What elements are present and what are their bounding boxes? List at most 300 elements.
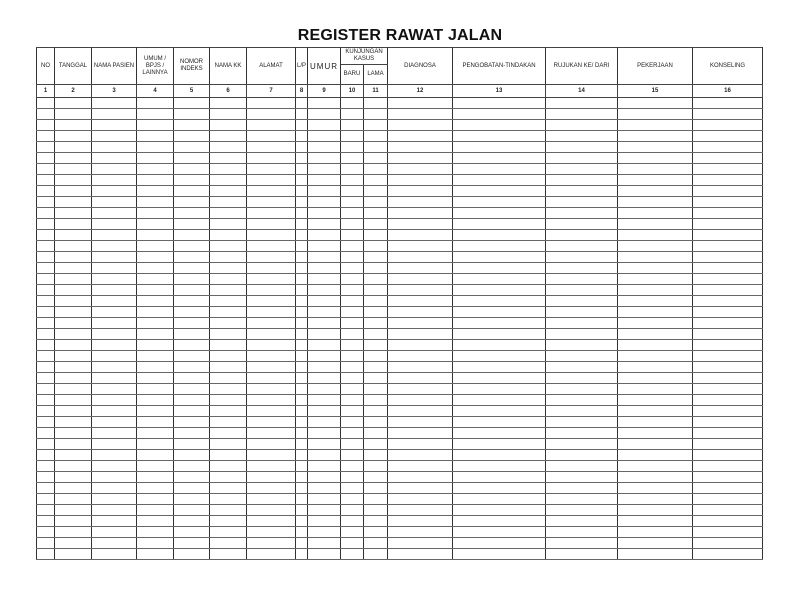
table-cell[interactable] bbox=[341, 483, 364, 494]
table-cell[interactable] bbox=[388, 373, 453, 384]
table-cell[interactable] bbox=[388, 219, 453, 230]
table-cell[interactable] bbox=[174, 186, 210, 197]
table-cell[interactable] bbox=[296, 142, 308, 153]
table-cell[interactable] bbox=[453, 417, 546, 428]
table-cell[interactable] bbox=[693, 450, 763, 461]
table-cell[interactable] bbox=[364, 186, 388, 197]
table-cell[interactable] bbox=[55, 230, 92, 241]
table-cell[interactable] bbox=[174, 373, 210, 384]
table-cell[interactable] bbox=[92, 461, 137, 472]
table-cell[interactable] bbox=[210, 417, 247, 428]
table-cell[interactable] bbox=[341, 230, 364, 241]
table-cell[interactable] bbox=[37, 120, 55, 131]
table-cell[interactable] bbox=[92, 230, 137, 241]
table-cell[interactable] bbox=[388, 263, 453, 274]
table-cell[interactable] bbox=[247, 153, 296, 164]
table-cell[interactable] bbox=[92, 296, 137, 307]
table-cell[interactable] bbox=[364, 230, 388, 241]
table-cell[interactable] bbox=[388, 362, 453, 373]
table-cell[interactable] bbox=[546, 362, 618, 373]
table-cell[interactable] bbox=[247, 318, 296, 329]
table-cell[interactable] bbox=[247, 549, 296, 560]
table-cell[interactable] bbox=[137, 318, 174, 329]
table-cell[interactable] bbox=[364, 472, 388, 483]
table-cell[interactable] bbox=[388, 494, 453, 505]
table-cell[interactable] bbox=[55, 549, 92, 560]
table-cell[interactable] bbox=[210, 439, 247, 450]
table-cell[interactable] bbox=[308, 142, 341, 153]
table-cell[interactable] bbox=[55, 538, 92, 549]
table-cell[interactable] bbox=[92, 252, 137, 263]
table-cell[interactable] bbox=[37, 230, 55, 241]
table-cell[interactable] bbox=[210, 384, 247, 395]
table-cell[interactable] bbox=[92, 186, 137, 197]
table-cell[interactable] bbox=[308, 494, 341, 505]
table-cell[interactable] bbox=[364, 417, 388, 428]
table-cell[interactable] bbox=[546, 219, 618, 230]
table-cell[interactable] bbox=[388, 472, 453, 483]
table-cell[interactable] bbox=[364, 197, 388, 208]
table-cell[interactable] bbox=[174, 417, 210, 428]
table-cell[interactable] bbox=[546, 153, 618, 164]
table-cell[interactable] bbox=[341, 219, 364, 230]
table-cell[interactable] bbox=[546, 197, 618, 208]
table-cell[interactable] bbox=[92, 120, 137, 131]
table-cell[interactable] bbox=[137, 549, 174, 560]
table-cell[interactable] bbox=[137, 307, 174, 318]
table-cell[interactable] bbox=[137, 197, 174, 208]
table-cell[interactable] bbox=[693, 175, 763, 186]
table-cell[interactable] bbox=[55, 153, 92, 164]
table-cell[interactable] bbox=[137, 417, 174, 428]
table-cell[interactable] bbox=[388, 142, 453, 153]
table-cell[interactable] bbox=[137, 384, 174, 395]
table-cell[interactable] bbox=[247, 494, 296, 505]
table-cell[interactable] bbox=[693, 527, 763, 538]
table-cell[interactable] bbox=[308, 263, 341, 274]
table-cell[interactable] bbox=[296, 263, 308, 274]
table-cell[interactable] bbox=[174, 494, 210, 505]
table-cell[interactable] bbox=[364, 395, 388, 406]
table-cell[interactable] bbox=[210, 274, 247, 285]
table-cell[interactable] bbox=[693, 329, 763, 340]
table-cell[interactable] bbox=[341, 439, 364, 450]
table-cell[interactable] bbox=[137, 373, 174, 384]
table-cell[interactable] bbox=[296, 109, 308, 120]
table-cell[interactable] bbox=[364, 98, 388, 109]
table-cell[interactable] bbox=[296, 252, 308, 263]
table-cell[interactable] bbox=[247, 417, 296, 428]
table-cell[interactable] bbox=[364, 241, 388, 252]
table-cell[interactable] bbox=[364, 109, 388, 120]
table-cell[interactable] bbox=[341, 142, 364, 153]
table-cell[interactable] bbox=[92, 549, 137, 560]
table-cell[interactable] bbox=[388, 450, 453, 461]
table-cell[interactable] bbox=[296, 340, 308, 351]
table-cell[interactable] bbox=[210, 241, 247, 252]
table-cell[interactable] bbox=[247, 395, 296, 406]
table-cell[interactable] bbox=[55, 483, 92, 494]
table-cell[interactable] bbox=[341, 329, 364, 340]
table-cell[interactable] bbox=[174, 516, 210, 527]
table-cell[interactable] bbox=[92, 362, 137, 373]
table-cell[interactable] bbox=[388, 428, 453, 439]
table-cell[interactable] bbox=[137, 505, 174, 516]
table-cell[interactable] bbox=[546, 340, 618, 351]
table-cell[interactable] bbox=[296, 373, 308, 384]
table-cell[interactable] bbox=[137, 439, 174, 450]
table-cell[interactable] bbox=[92, 439, 137, 450]
table-cell[interactable] bbox=[453, 197, 546, 208]
table-cell[interactable] bbox=[618, 230, 693, 241]
table-cell[interactable] bbox=[55, 241, 92, 252]
table-cell[interactable] bbox=[296, 131, 308, 142]
table-cell[interactable] bbox=[247, 373, 296, 384]
table-cell[interactable] bbox=[364, 505, 388, 516]
table-cell[interactable] bbox=[296, 549, 308, 560]
table-cell[interactable] bbox=[453, 494, 546, 505]
table-cell[interactable] bbox=[174, 208, 210, 219]
table-cell[interactable] bbox=[308, 417, 341, 428]
table-cell[interactable] bbox=[55, 296, 92, 307]
table-cell[interactable] bbox=[55, 109, 92, 120]
table-cell[interactable] bbox=[37, 340, 55, 351]
table-cell[interactable] bbox=[296, 428, 308, 439]
table-cell[interactable] bbox=[296, 197, 308, 208]
table-cell[interactable] bbox=[296, 527, 308, 538]
table-cell[interactable] bbox=[453, 296, 546, 307]
table-cell[interactable] bbox=[92, 329, 137, 340]
table-cell[interactable] bbox=[37, 362, 55, 373]
table-cell[interactable] bbox=[92, 527, 137, 538]
table-cell[interactable] bbox=[453, 461, 546, 472]
table-cell[interactable] bbox=[210, 230, 247, 241]
table-cell[interactable] bbox=[247, 186, 296, 197]
table-cell[interactable] bbox=[296, 120, 308, 131]
table-cell[interactable] bbox=[341, 373, 364, 384]
table-cell[interactable] bbox=[92, 109, 137, 120]
table-cell[interactable] bbox=[37, 527, 55, 538]
table-cell[interactable] bbox=[247, 505, 296, 516]
table-cell[interactable] bbox=[618, 307, 693, 318]
table-cell[interactable] bbox=[388, 164, 453, 175]
table-cell[interactable] bbox=[55, 98, 92, 109]
table-cell[interactable] bbox=[546, 450, 618, 461]
table-cell[interactable] bbox=[308, 373, 341, 384]
table-cell[interactable] bbox=[546, 131, 618, 142]
table-cell[interactable] bbox=[210, 142, 247, 153]
table-cell[interactable] bbox=[453, 307, 546, 318]
table-cell[interactable] bbox=[693, 208, 763, 219]
table-cell[interactable] bbox=[364, 120, 388, 131]
table-cell[interactable] bbox=[364, 274, 388, 285]
table-cell[interactable] bbox=[37, 494, 55, 505]
table-cell[interactable] bbox=[55, 307, 92, 318]
table-cell[interactable] bbox=[453, 505, 546, 516]
table-cell[interactable] bbox=[210, 197, 247, 208]
table-cell[interactable] bbox=[341, 472, 364, 483]
table-cell[interactable] bbox=[693, 483, 763, 494]
table-cell[interactable] bbox=[341, 417, 364, 428]
table-cell[interactable] bbox=[693, 241, 763, 252]
table-cell[interactable] bbox=[247, 252, 296, 263]
table-cell[interactable] bbox=[174, 318, 210, 329]
table-cell[interactable] bbox=[37, 329, 55, 340]
table-cell[interactable] bbox=[37, 307, 55, 318]
table-cell[interactable] bbox=[618, 406, 693, 417]
table-cell[interactable] bbox=[137, 516, 174, 527]
table-cell[interactable] bbox=[308, 351, 341, 362]
table-cell[interactable] bbox=[308, 395, 341, 406]
table-cell[interactable] bbox=[247, 384, 296, 395]
table-cell[interactable] bbox=[388, 483, 453, 494]
table-cell[interactable] bbox=[308, 274, 341, 285]
table-cell[interactable] bbox=[247, 362, 296, 373]
table-cell[interactable] bbox=[92, 373, 137, 384]
table-cell[interactable] bbox=[453, 340, 546, 351]
table-cell[interactable] bbox=[37, 285, 55, 296]
table-cell[interactable] bbox=[210, 428, 247, 439]
table-cell[interactable] bbox=[546, 351, 618, 362]
table-cell[interactable] bbox=[388, 230, 453, 241]
table-cell[interactable] bbox=[341, 164, 364, 175]
table-cell[interactable] bbox=[137, 395, 174, 406]
table-cell[interactable] bbox=[341, 263, 364, 274]
table-cell[interactable] bbox=[92, 318, 137, 329]
table-cell[interactable] bbox=[341, 296, 364, 307]
table-cell[interactable] bbox=[174, 505, 210, 516]
table-cell[interactable] bbox=[247, 263, 296, 274]
table-cell[interactable] bbox=[308, 98, 341, 109]
table-cell[interactable] bbox=[37, 274, 55, 285]
table-cell[interactable] bbox=[92, 505, 137, 516]
table-cell[interactable] bbox=[137, 472, 174, 483]
table-cell[interactable] bbox=[247, 131, 296, 142]
table-cell[interactable] bbox=[364, 307, 388, 318]
table-cell[interactable] bbox=[137, 274, 174, 285]
table-cell[interactable] bbox=[388, 351, 453, 362]
table-cell[interactable] bbox=[247, 274, 296, 285]
table-cell[interactable] bbox=[308, 252, 341, 263]
table-cell[interactable] bbox=[308, 329, 341, 340]
table-cell[interactable] bbox=[364, 153, 388, 164]
table-cell[interactable] bbox=[364, 461, 388, 472]
table-cell[interactable] bbox=[341, 120, 364, 131]
table-cell[interactable] bbox=[55, 406, 92, 417]
table-cell[interactable] bbox=[296, 351, 308, 362]
table-cell[interactable] bbox=[364, 252, 388, 263]
table-cell[interactable] bbox=[37, 263, 55, 274]
table-cell[interactable] bbox=[308, 307, 341, 318]
table-cell[interactable] bbox=[618, 494, 693, 505]
table-cell[interactable] bbox=[247, 472, 296, 483]
table-cell[interactable] bbox=[341, 395, 364, 406]
table-cell[interactable] bbox=[137, 450, 174, 461]
table-cell[interactable] bbox=[693, 417, 763, 428]
table-cell[interactable] bbox=[618, 340, 693, 351]
table-cell[interactable] bbox=[174, 428, 210, 439]
table-cell[interactable] bbox=[247, 230, 296, 241]
table-cell[interactable] bbox=[137, 109, 174, 120]
table-cell[interactable] bbox=[137, 351, 174, 362]
table-cell[interactable] bbox=[174, 263, 210, 274]
table-cell[interactable] bbox=[693, 296, 763, 307]
table-cell[interactable] bbox=[247, 428, 296, 439]
table-cell[interactable] bbox=[37, 351, 55, 362]
table-cell[interactable] bbox=[453, 186, 546, 197]
table-cell[interactable] bbox=[693, 351, 763, 362]
table-cell[interactable] bbox=[55, 516, 92, 527]
table-cell[interactable] bbox=[296, 98, 308, 109]
table-cell[interactable] bbox=[618, 329, 693, 340]
table-cell[interactable] bbox=[453, 538, 546, 549]
table-cell[interactable] bbox=[174, 483, 210, 494]
table-cell[interactable] bbox=[92, 538, 137, 549]
table-cell[interactable] bbox=[341, 318, 364, 329]
table-cell[interactable] bbox=[364, 351, 388, 362]
table-cell[interactable] bbox=[546, 483, 618, 494]
table-cell[interactable] bbox=[174, 219, 210, 230]
table-cell[interactable] bbox=[296, 241, 308, 252]
table-cell[interactable] bbox=[364, 373, 388, 384]
table-cell[interactable] bbox=[247, 241, 296, 252]
table-cell[interactable] bbox=[308, 285, 341, 296]
table-cell[interactable] bbox=[37, 483, 55, 494]
table-cell[interactable] bbox=[453, 252, 546, 263]
table-cell[interactable] bbox=[174, 274, 210, 285]
table-cell[interactable] bbox=[341, 450, 364, 461]
table-cell[interactable] bbox=[308, 175, 341, 186]
table-cell[interactable] bbox=[37, 472, 55, 483]
table-cell[interactable] bbox=[247, 142, 296, 153]
table-cell[interactable] bbox=[55, 362, 92, 373]
table-cell[interactable] bbox=[174, 98, 210, 109]
table-cell[interactable] bbox=[341, 98, 364, 109]
table-cell[interactable] bbox=[618, 131, 693, 142]
table-cell[interactable] bbox=[296, 285, 308, 296]
table-cell[interactable] bbox=[92, 384, 137, 395]
table-cell[interactable] bbox=[618, 208, 693, 219]
table-cell[interactable] bbox=[546, 120, 618, 131]
table-cell[interactable] bbox=[453, 384, 546, 395]
table-cell[interactable] bbox=[92, 153, 137, 164]
table-cell[interactable] bbox=[55, 219, 92, 230]
table-cell[interactable] bbox=[174, 538, 210, 549]
table-cell[interactable] bbox=[453, 428, 546, 439]
table-cell[interactable] bbox=[247, 461, 296, 472]
table-cell[interactable] bbox=[341, 505, 364, 516]
table-cell[interactable] bbox=[210, 153, 247, 164]
table-cell[interactable] bbox=[174, 340, 210, 351]
table-cell[interactable] bbox=[364, 285, 388, 296]
table-cell[interactable] bbox=[388, 285, 453, 296]
table-cell[interactable] bbox=[308, 230, 341, 241]
table-cell[interactable] bbox=[453, 395, 546, 406]
table-cell[interactable] bbox=[37, 153, 55, 164]
table-cell[interactable] bbox=[388, 175, 453, 186]
table-cell[interactable] bbox=[308, 318, 341, 329]
table-cell[interactable] bbox=[210, 186, 247, 197]
table-cell[interactable] bbox=[92, 417, 137, 428]
table-cell[interactable] bbox=[308, 461, 341, 472]
table-cell[interactable] bbox=[546, 461, 618, 472]
table-cell[interactable] bbox=[296, 329, 308, 340]
table-cell[interactable] bbox=[308, 450, 341, 461]
table-cell[interactable] bbox=[693, 505, 763, 516]
table-cell[interactable] bbox=[546, 274, 618, 285]
table-cell[interactable] bbox=[341, 527, 364, 538]
table-cell[interactable] bbox=[364, 318, 388, 329]
table-cell[interactable] bbox=[546, 263, 618, 274]
table-cell[interactable] bbox=[37, 384, 55, 395]
table-cell[interactable] bbox=[296, 450, 308, 461]
table-cell[interactable] bbox=[37, 208, 55, 219]
table-cell[interactable] bbox=[341, 241, 364, 252]
table-cell[interactable] bbox=[546, 527, 618, 538]
table-cell[interactable] bbox=[693, 197, 763, 208]
table-cell[interactable] bbox=[174, 131, 210, 142]
table-cell[interactable] bbox=[618, 153, 693, 164]
table-cell[interactable] bbox=[210, 175, 247, 186]
table-cell[interactable] bbox=[618, 439, 693, 450]
table-cell[interactable] bbox=[618, 98, 693, 109]
table-cell[interactable] bbox=[37, 131, 55, 142]
table-cell[interactable] bbox=[296, 439, 308, 450]
table-cell[interactable] bbox=[92, 285, 137, 296]
table-cell[interactable] bbox=[453, 549, 546, 560]
table-cell[interactable] bbox=[92, 98, 137, 109]
table-cell[interactable] bbox=[210, 164, 247, 175]
table-cell[interactable] bbox=[247, 527, 296, 538]
table-cell[interactable] bbox=[341, 384, 364, 395]
table-cell[interactable] bbox=[618, 285, 693, 296]
table-cell[interactable] bbox=[210, 329, 247, 340]
table-cell[interactable] bbox=[453, 142, 546, 153]
table-cell[interactable] bbox=[210, 505, 247, 516]
table-cell[interactable] bbox=[296, 505, 308, 516]
table-cell[interactable] bbox=[618, 373, 693, 384]
table-cell[interactable] bbox=[546, 318, 618, 329]
table-cell[interactable] bbox=[296, 461, 308, 472]
table-cell[interactable] bbox=[247, 340, 296, 351]
table-cell[interactable] bbox=[174, 252, 210, 263]
table-cell[interactable] bbox=[137, 241, 174, 252]
table-cell[interactable] bbox=[618, 351, 693, 362]
table-cell[interactable] bbox=[308, 362, 341, 373]
table-cell[interactable] bbox=[364, 439, 388, 450]
table-cell[interactable] bbox=[388, 505, 453, 516]
table-cell[interactable] bbox=[388, 329, 453, 340]
table-cell[interactable] bbox=[296, 384, 308, 395]
table-cell[interactable] bbox=[308, 164, 341, 175]
table-cell[interactable] bbox=[210, 406, 247, 417]
table-cell[interactable] bbox=[546, 516, 618, 527]
table-cell[interactable] bbox=[55, 395, 92, 406]
table-cell[interactable] bbox=[247, 483, 296, 494]
table-cell[interactable] bbox=[174, 527, 210, 538]
table-cell[interactable] bbox=[618, 483, 693, 494]
table-cell[interactable] bbox=[174, 164, 210, 175]
table-cell[interactable] bbox=[55, 186, 92, 197]
table-cell[interactable] bbox=[37, 439, 55, 450]
table-cell[interactable] bbox=[546, 406, 618, 417]
table-cell[interactable] bbox=[210, 120, 247, 131]
table-cell[interactable] bbox=[92, 494, 137, 505]
table-cell[interactable] bbox=[174, 175, 210, 186]
table-cell[interactable] bbox=[210, 131, 247, 142]
table-cell[interactable] bbox=[296, 516, 308, 527]
table-cell[interactable] bbox=[37, 406, 55, 417]
